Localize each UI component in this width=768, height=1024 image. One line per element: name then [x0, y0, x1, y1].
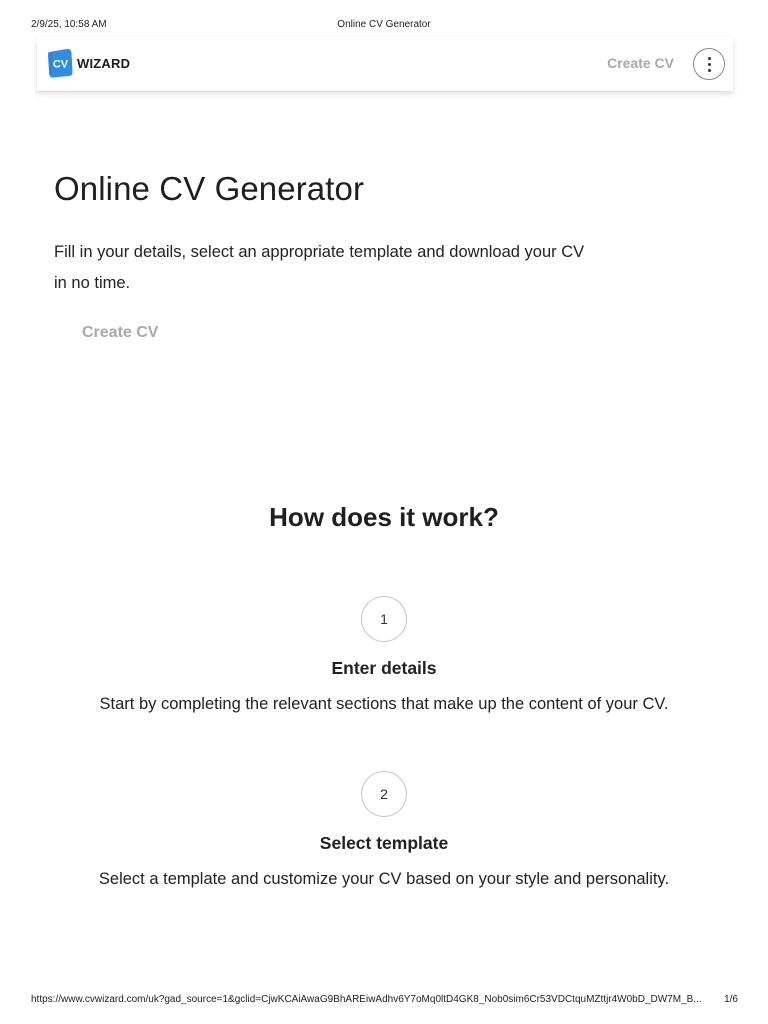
logo-badge-icon — [47, 48, 73, 78]
more-vertical-icon[interactable] — [693, 48, 725, 80]
step-item — [0, 771, 768, 889]
step-item — [0, 596, 768, 714]
hero-create-cv-button[interactable]: Create CV — [82, 324, 159, 341]
step-description: Start by completing the relevant sections that make up the content of your CV. — [99, 695, 669, 713]
step-description: Select a template and customize your CV based on your style and personality. — [98, 870, 670, 888]
print-page-number: 1/6 — [724, 994, 738, 1005]
print-footer — [0, 994, 768, 1008]
hero-description: Fill in your details, select an appropriate template and download your CV in no time. — [54, 243, 585, 292]
step-title: Enter details — [331, 658, 437, 678]
logo-text: WIZARD — [77, 55, 131, 71]
how-it-works-heading: How does it work? — [269, 502, 499, 532]
step-title: Select template — [319, 833, 449, 853]
navbar — [37, 37, 733, 91]
print-datetime: 2/9/25, 10:58 AM — [31, 19, 107, 30]
print-title: Online CV Generator — [337, 19, 431, 30]
logo[interactable] — [47, 48, 130, 78]
page-title: Online CV Generator — [54, 170, 365, 207]
nav-create-cv-button[interactable]: Create CV — [607, 55, 674, 71]
logo-badge-text: CV — [52, 58, 69, 71]
step-number: 1 — [361, 596, 407, 642]
step-number: 2 — [361, 771, 407, 817]
print-header — [0, 19, 768, 33]
print-url: https://www.cvwizard.com/uk?gad_source=1&gclid=CjwKCAiAwaG9BhAREiwAdhv6Y7oMq0ltD4GK8_Nob0sim6Cr53VDCtquMZttjr4W0bD_DW7M_B... — [31, 994, 702, 1005]
